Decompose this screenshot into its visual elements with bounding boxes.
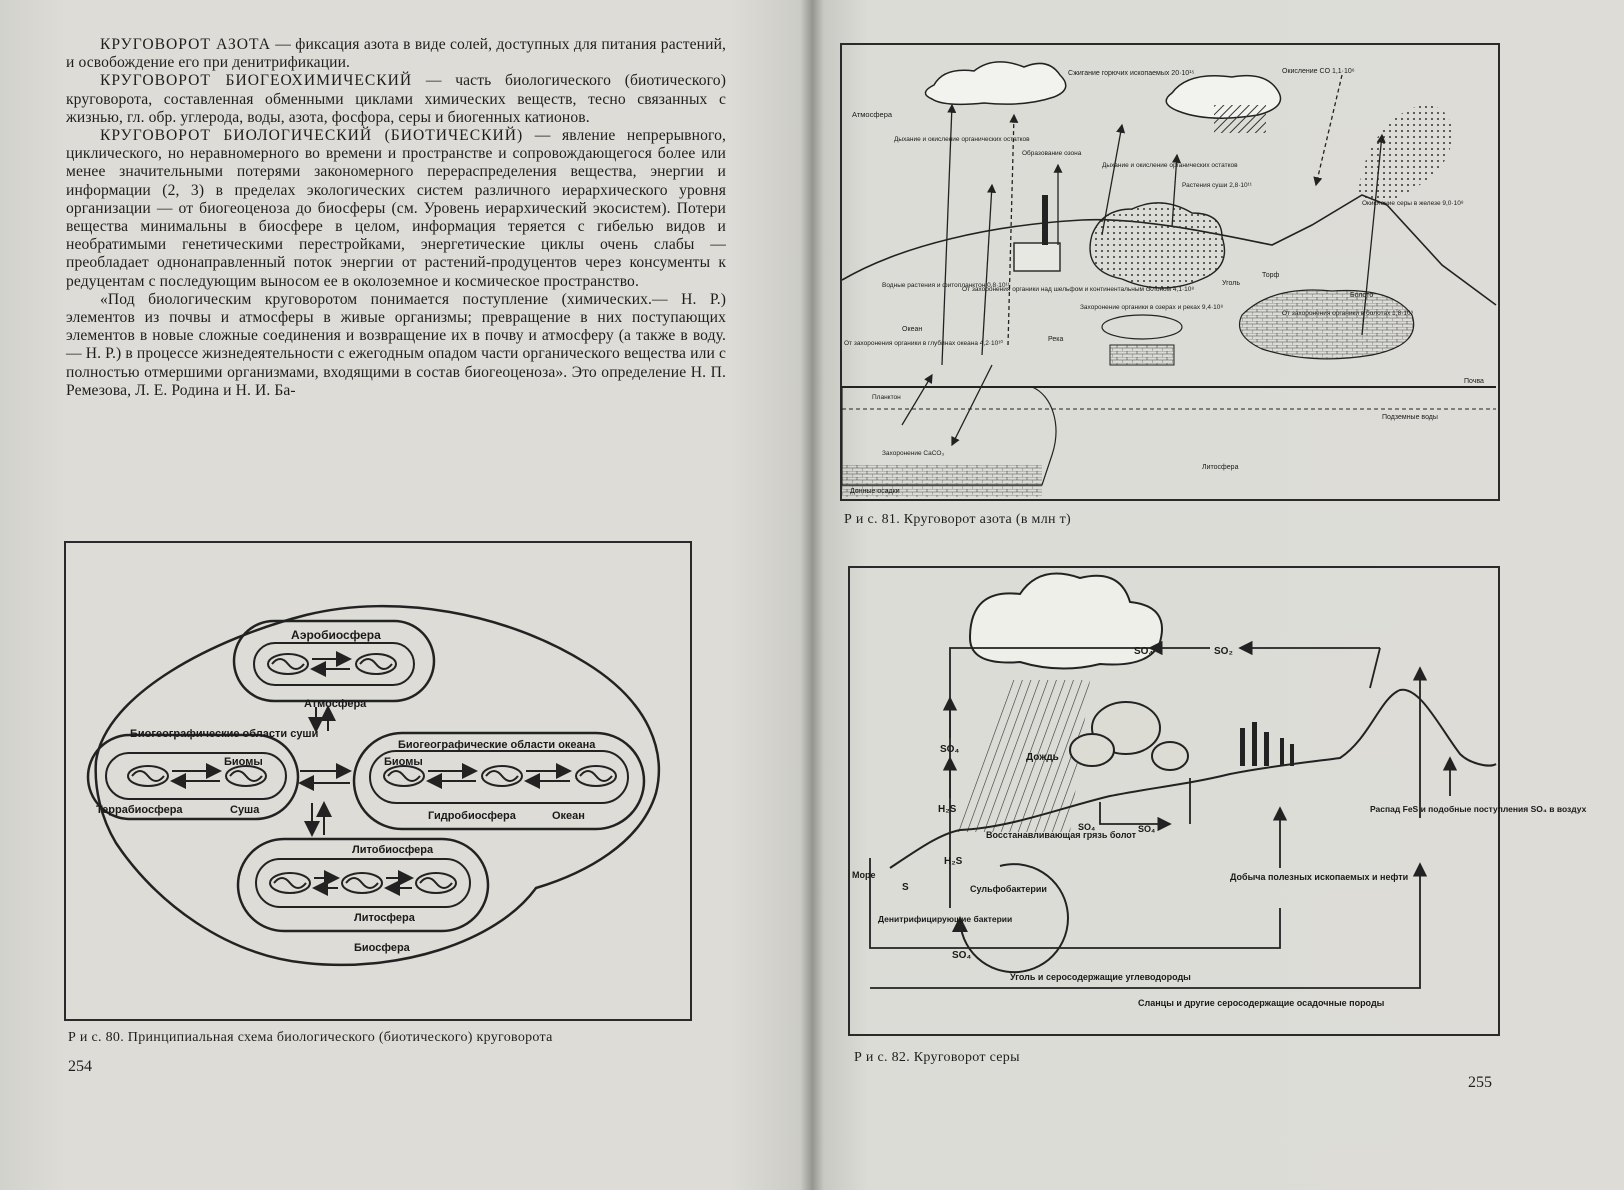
page-number-right: 255 <box>1468 1074 1492 1091</box>
flux-arrow <box>982 185 992 355</box>
label-ozone: Образование озона <box>1022 150 1082 157</box>
label-so4-cycle: SO₄ <box>952 950 972 961</box>
label-lithosphere: Литосфера <box>1202 464 1239 471</box>
label-atmosphere: Атмосфера <box>852 110 893 119</box>
label-mining: Добыча полезных ископаемых и нефти <box>1230 872 1409 882</box>
flux-arrow <box>1316 75 1342 185</box>
label-ocean-regions: Биогеографические области океана <box>398 739 596 751</box>
label-coal: Уголь и серосодержащие углеводороды <box>1010 972 1191 982</box>
paragraph-nitrogen-cycle <box>66 36 726 72</box>
label-atmosphere: Атмосфера <box>304 698 367 710</box>
label-fes: Распад FeS и подобные поступления SO₄ в воздух <box>1370 804 1587 814</box>
label-sulfobacteria: Сульфобактерии <box>970 884 1047 894</box>
organism-cluster-icon <box>576 766 616 786</box>
label-ocean: Океан <box>902 326 923 333</box>
paragraph-biogeochemical-cycle <box>66 72 726 127</box>
organism-cluster-icon <box>416 873 456 893</box>
label-biomes-ocean: Биомы <box>384 756 423 768</box>
paragraph-biological-cycle <box>66 127 726 291</box>
label-river: Река <box>1048 336 1064 343</box>
label-plankton: Планктон <box>872 394 901 401</box>
flow-line <box>1370 648 1380 688</box>
organism-cluster-icon <box>342 873 382 893</box>
label-shale: Сланцы и другие серосодержащие осадочные породы <box>1138 998 1385 1008</box>
flow-line <box>1100 802 1170 824</box>
flux-arrow <box>942 105 952 365</box>
swamp-icon <box>1240 290 1414 359</box>
label-peat: Торф <box>1262 272 1280 279</box>
label-land: Суша <box>230 804 260 816</box>
flow-line <box>870 864 1420 988</box>
flux-arrow <box>902 375 932 425</box>
label-co-oxidation: Окисление CO 1,1·10⁶ <box>1282 68 1355 75</box>
lake-icon <box>1102 315 1182 339</box>
label-respiration-1: Дыхание и окисление органических остатков <box>894 136 1030 143</box>
label-groundwater: Подземные воды <box>1382 414 1438 421</box>
label-so2: SO₂ <box>1214 646 1233 657</box>
label-lithosphere: Литосфера <box>354 912 415 924</box>
page-number-left: 254 <box>68 1058 92 1075</box>
label-burial-shelf: От захоронения органики над шельфом и континентальным склоном 4,1·10⁸ <box>962 286 1195 293</box>
book-gutter <box>800 0 824 1190</box>
atmosphere-box <box>254 643 414 685</box>
label-land-regions: Биогеографические области суши <box>130 728 319 740</box>
figure-80-frame <box>64 541 692 1021</box>
label-sulfur-oxidation: Окисление серы в железе 9,0·10⁸ <box>1362 200 1464 207</box>
organism-cluster-icon <box>268 654 308 674</box>
hatched-cloud-icon <box>1214 105 1266 133</box>
organism-cluster-icon <box>356 654 396 674</box>
rock-icon <box>1152 742 1188 770</box>
rain-area <box>956 680 1090 832</box>
flux-arrow <box>952 365 992 445</box>
label-so4-mid: SO₄ <box>1078 822 1096 832</box>
flow-line <box>870 858 1280 948</box>
figure-80-diagram <box>66 543 690 1019</box>
right-page <box>812 0 1624 1190</box>
figure-80-caption: Р и с. 80. Принципиальная схема биологического (биотического) круговорота <box>68 1030 553 1045</box>
figure-82-frame <box>848 566 1587 1036</box>
organism-cluster-icon <box>384 766 424 786</box>
volcano-plume-icon <box>1358 105 1452 205</box>
label-land-plants: Растения суши 2,8·10¹¹ <box>1182 182 1252 189</box>
label-burial-deep: От захоронения органики в глубинах океана 4,2·10¹⁰ <box>844 340 1003 347</box>
label-swamp: Болото <box>1350 292 1374 299</box>
label-hydrobiosphere: Гидробиосфера <box>428 810 516 822</box>
label-h2s-cycle: H₂S <box>944 856 963 867</box>
label-rain: Дождь <box>1026 752 1059 763</box>
organism-cluster-icon <box>482 766 522 786</box>
paragraph-body: — явление непрерывного, циклического, но неравномерного во времени и пространстве и сопровождающегося более или менее значительными потерями закономерного перераспределения вещества, энергии и информации (2, 3) в пределах экологических систем различного иерархического уровня организации — от биогеоценоза до биосферы (см. Уровень иерархический экосистем). Потери вещества минимальны в биосфере в целом, информация теряется с гибелью видов и необратимыми генетическими перестройками, энергетические циклы очень слабы — преобладает однонаправленный поток энергии от растений-продуцентов через консументы к редуцентам с последующим выносом ее в околоземное и космическое пространство. <box>66 127 726 290</box>
term-heading: КРУГОВОРОТ БИОЛОГИЧЕСКИЙ (БИОТИЧЕСКИЙ) <box>100 127 524 145</box>
article-text <box>66 36 726 400</box>
label-aerobiosphere: Аэробиосфера <box>291 628 381 642</box>
label-coal: Уголь <box>1222 280 1241 287</box>
label-soil: Почва <box>1464 378 1484 385</box>
label-so4-left: SO₄ <box>940 744 960 755</box>
label-denitrifying: Денитрифицирующие бактерии <box>878 914 1013 924</box>
organism-cluster-icon <box>128 766 168 786</box>
figure-81-diagram <box>842 45 1498 499</box>
label-sediments: Донные осадки <box>850 488 900 495</box>
rock-icon <box>1070 734 1114 766</box>
organism-cluster-icon <box>226 766 266 786</box>
label-mud: Восстанавливающая грязь болот <box>986 830 1136 840</box>
label-sea: Море <box>852 870 876 880</box>
term-heading: КРУГОВОРОТ АЗОТА <box>100 36 272 53</box>
paragraph-quote <box>66 291 726 400</box>
industry-icon <box>1240 722 1294 766</box>
organism-cluster-icon <box>270 873 310 893</box>
label-respiration-2: Дыхание и окисление органических остатков <box>1102 162 1238 169</box>
label-so4-mid2: SO₄ <box>1138 824 1156 834</box>
chimney-icon <box>1042 195 1048 245</box>
label-biosphere: Биосфера <box>354 942 410 954</box>
label-lithobiosphere: Литобиосфера <box>352 844 434 856</box>
figure-81-frame <box>840 43 1500 501</box>
label-s-cycle: S <box>902 882 909 893</box>
label-ocean: Океан <box>552 810 585 822</box>
flux-arrow <box>1008 115 1014 345</box>
factory-icon <box>1014 243 1060 271</box>
label-fuel-burning: Сжигание горючих ископаемых 20·10¹⁵ <box>1068 70 1195 77</box>
figure-82-caption: Р и с. 82. Круговорот серы <box>854 1050 1020 1065</box>
label-caco3: Захоронение CaCO₃ <box>882 450 945 457</box>
forest-icon <box>1090 203 1225 288</box>
label-so4-top: SO₄ <box>1134 646 1154 657</box>
lake-sediment-icon <box>1110 345 1174 365</box>
label-terrabiosphere: Террабиосфера <box>96 804 183 816</box>
label-h2s-left: H₂S <box>938 804 957 815</box>
label-burial-swamps: От захоронения органики в болотах 1,8·10⁹ <box>1282 310 1414 317</box>
paragraph-body: «Под биологическим круговоротом понимается поступление (химических.— Н. Р.) элементов из почвы и атмосферы в живые организмы; превращение в них поступающих элементов в новые сложные соединения и возвращение их в почву и атмосферу (а также в воду.— Н. Р.) в процессе жизнедеятельности с ежегодным опадом части органического вещества или с полностью отмершими организмами, входящими в состав биогеоценоза». Это определение Н. П. Ремезова, Л. Е. Родина и Н. И. Ба- <box>66 290 726 399</box>
paragraph-body: — часть биологического (биотического) круговорота, составленная обменными циклами химических веществ, тесно связанных с жизнью, гл. обр. углерода, воды, азота, фосфора, серы и биогенных катионов. <box>66 72 726 126</box>
paragraph-body: — фиксация азота в виде солей, доступных для питания растений, и освобождение его при денитрификации. <box>66 36 727 72</box>
label-burial-lakes: Захоронение органики в озерах и реках 9,4·10⁸ <box>1080 304 1224 311</box>
figure-82-diagram <box>850 568 1587 1034</box>
label-water-plants: Водные растения и фитопланктон 0,8·10¹¹ <box>882 282 1010 289</box>
label-biomes-land: Биомы <box>224 756 263 768</box>
cloud-icon <box>925 62 1065 104</box>
term-heading: КРУГОВОРОТ БИОГЕОХИМИЧЕСКИЙ <box>100 72 413 90</box>
figure-81-caption: Р и с. 81. Круговорот азота (в млн т) <box>844 512 1071 527</box>
